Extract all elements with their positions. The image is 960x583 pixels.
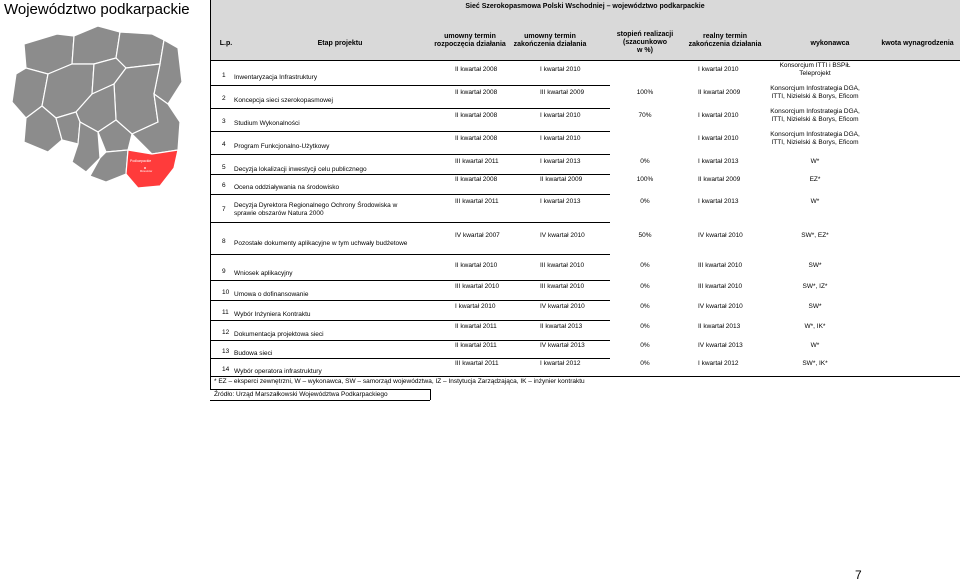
table-left-border <box>210 0 211 390</box>
row-number: 3 <box>222 118 226 125</box>
header-realny-line1: realny termin <box>703 33 747 40</box>
row-end: IV kwartał 2010 <box>540 303 585 310</box>
header-etap: Etap projektu <box>317 40 363 47</box>
row-wykonawca: SW* <box>808 262 822 269</box>
row-separator <box>210 154 610 155</box>
row-end: I kwartał 2013 <box>540 158 581 165</box>
row-stopien: 0% <box>640 198 650 205</box>
row-end: III kwartał 2010 <box>540 283 585 290</box>
row-separator <box>210 222 610 223</box>
row-realny: I kwartał 2012 <box>698 360 739 367</box>
row-start: II kwartał 2008 <box>455 135 498 142</box>
row-realny: IV kwartał 2010 <box>698 232 743 239</box>
header-stopien <box>610 31 680 55</box>
header-realny <box>680 33 770 49</box>
row-wykonawca: W* <box>810 198 820 205</box>
row-realny: II kwartał 2013 <box>698 323 741 330</box>
row-stopien: 0% <box>640 303 650 310</box>
region-warminsko-mazurskie <box>116 32 164 68</box>
row-number: 5 <box>222 164 226 171</box>
row-separator <box>210 194 610 195</box>
row-stopien: 50% <box>638 232 652 239</box>
row-etap: Pozostałe dokumenty aplikacyjne w tym uchwały budżetowe <box>234 240 408 247</box>
header-end-line2: zakończenia działania <box>513 41 587 48</box>
header-start <box>430 33 510 49</box>
row-realny: III kwartał 2010 <box>698 262 743 269</box>
row-realny: II kwartał 2009 <box>698 89 741 96</box>
row-end: IV kwartał 2013 <box>540 342 585 349</box>
row-number: 11 <box>222 309 229 316</box>
row-number: 1 <box>222 72 226 79</box>
row-etap: Decyzja lokalizacji inwestycji celu publicznego <box>234 166 367 173</box>
row-end: III kwartał 2009 <box>540 89 585 96</box>
header-end <box>510 33 590 49</box>
row-start: II kwartał 2008 <box>455 89 498 96</box>
row-end: II kwartał 2013 <box>540 323 583 330</box>
row-wykonawca: EZ* <box>809 176 821 183</box>
row-separator <box>210 340 610 341</box>
row-start: III kwartał 2011 <box>455 360 499 367</box>
row-etap: Dokumentacja projektowa sieci <box>234 331 324 338</box>
row-wykonawca: ITTI, Nizielski & Borys, Eficom <box>771 139 859 146</box>
row-start: II kwartał 2011 <box>455 323 497 330</box>
capital-dot <box>144 167 146 169</box>
row-wykonawca: ITTI, Nizielski & Borys, Eficom <box>771 93 859 100</box>
region-label: Podkarpackie <box>130 159 152 163</box>
header-stopien-line2: (szacunkowo <box>623 39 667 46</box>
row-start: II kwartał 2011 <box>455 342 497 349</box>
row-stopien: 0% <box>640 283 650 290</box>
row-number: 13 <box>222 348 230 355</box>
row-number: 8 <box>222 238 226 245</box>
row-etap: Ocena oddziaływania na środowisko <box>234 184 340 191</box>
row-etap: Program Funkcjonalno-Użytkowy <box>234 143 330 150</box>
row-separator <box>210 300 610 301</box>
row-etap: Budowa sieci <box>234 350 273 357</box>
row-realny: III kwartał 2010 <box>698 283 743 290</box>
row-end: IV kwartał 2010 <box>540 232 585 239</box>
row-stopien: 0% <box>640 342 650 349</box>
row-number: 2 <box>222 95 226 102</box>
row-start: I kwartał 2010 <box>455 303 496 310</box>
row-start: II kwartał 2008 <box>455 112 498 119</box>
row-realny: II kwartał 2009 <box>698 176 741 183</box>
row-start: III kwartał 2010 <box>455 283 500 290</box>
header-stopien-line3: w %) <box>637 47 653 54</box>
row-end: I kwartał 2010 <box>540 135 581 142</box>
row-number: 6 <box>222 182 226 189</box>
header-start-line2: rozpoczęcia działania <box>434 41 506 48</box>
row-end: III kwartał 2010 <box>540 262 585 269</box>
row-wykonawca: Konsorcjum ITTI i BSPiŁ <box>779 62 851 69</box>
row-etap: Studium Wykonalności <box>234 120 300 127</box>
row-separator <box>210 174 610 175</box>
row-etap: Wybór operatora infrastruktury <box>234 368 322 375</box>
row-realny: IV kwartał 2010 <box>698 303 743 310</box>
row-wykonawca: ITTI, Nizielski & Borys, Eficom <box>771 116 859 123</box>
row-start: II kwartał 2008 <box>455 176 498 183</box>
row-realny: I kwartał 2010 <box>698 135 739 142</box>
header-stopien-line1: stopień realizacji <box>616 31 674 38</box>
table-footnote: * EZ – eksperci zewnętrzni, W – wykonawca, SW – samorząd województwa, IZ – Instytucja Zarządzająca, IK – inżynier kontraktu <box>214 378 585 385</box>
row-start: IV kwartał 2007 <box>455 232 500 239</box>
table-title: Sieć Szerokopasmowa Polski Wschodniej – województwo podkarpackie <box>465 3 705 10</box>
row-etap: Decyzja Dyrektora Regionalnego Ochrony Środowiska w <box>234 202 398 209</box>
header-realny-line2: zakończenia działania <box>688 41 762 48</box>
row-wykonawca: SW*, IZ* <box>802 283 828 290</box>
footnote-top-border <box>210 376 960 377</box>
row-realny: IV kwartał 2013 <box>698 342 743 349</box>
row-wykonawca: W* <box>810 342 820 349</box>
row-wykonawca: W*, IK* <box>804 323 826 330</box>
row-wykonawca: Konsorcjum Infostrategia DGA, <box>770 108 860 115</box>
header-kwota: kwota wynagrodzenia <box>881 40 954 47</box>
row-etap: Wniosek aplikacyjny <box>234 270 293 277</box>
row-number: 7 <box>222 206 226 213</box>
row-wykonawca: SW*, EZ* <box>801 232 829 239</box>
row-etap: Wybór Inżyniera Kontraktu <box>234 311 311 318</box>
region-sublabel: Rzeszów <box>140 169 153 173</box>
row-stopien: 0% <box>640 360 650 367</box>
row-separator <box>210 280 610 281</box>
row-wykonawca: W* <box>810 158 820 165</box>
row-stopien: 0% <box>640 262 650 269</box>
slide-title: Województwo podkarpackie <box>4 1 190 18</box>
source-right-border <box>430 389 431 400</box>
row-separator <box>210 358 610 359</box>
row-wykonawca: Teleprojekt <box>799 70 831 77</box>
row-wykonawca: SW* <box>808 303 822 310</box>
header-wykonawca: wykonawca <box>810 40 850 47</box>
row-realny: I kwartał 2010 <box>698 112 739 119</box>
page-number: 7 <box>855 568 862 582</box>
source-bottom-border <box>210 400 430 401</box>
row-separator <box>210 131 610 132</box>
header-end-line1: umowny termin <box>524 33 576 40</box>
row-separator <box>210 254 610 255</box>
row-start: II kwartał 2008 <box>455 66 498 73</box>
row-wykonawca: Konsorcjum Infostrategia DGA, <box>770 85 860 92</box>
row-end: I kwartał 2013 <box>540 198 581 205</box>
header-bottom-border <box>210 60 960 61</box>
header-start-line1: umowny termin <box>444 33 496 40</box>
row-wykonawca: Konsorcjum Infostrategia DGA, <box>770 131 860 138</box>
row-stopien: 100% <box>636 89 654 96</box>
row-start: III kwartał 2011 <box>455 158 499 165</box>
row-number: 14 <box>222 366 230 373</box>
row-etap: Koncepcja sieci szerokopasmowej <box>234 97 333 104</box>
row-number: 4 <box>222 141 226 148</box>
row-etap: Inwentaryzacja Infrastruktury <box>234 74 318 81</box>
row-etap: sprawie obszarów Natura 2000 <box>234 210 324 217</box>
row-stopien: 70% <box>638 112 652 119</box>
row-number: 12 <box>222 329 230 336</box>
row-separator <box>210 108 610 109</box>
row-realny: I kwartał 2013 <box>698 158 739 165</box>
poland-map <box>2 22 188 194</box>
project-table <box>210 0 960 400</box>
row-end: I kwartał 2012 <box>540 360 581 367</box>
row-start: III kwartał 2011 <box>455 198 499 205</box>
source-note: Źródło: Urząd Marszałkowski Województwa Podkarpackiego <box>214 391 388 398</box>
row-number: 10 <box>222 289 230 296</box>
row-stopien: 0% <box>640 323 650 330</box>
row-start: II kwartał 2010 <box>455 262 498 269</box>
row-stopien: 100% <box>636 176 654 183</box>
row-end: I kwartał 2010 <box>540 112 581 119</box>
row-number: 9 <box>222 268 226 275</box>
row-etap: Umowa o dofinansowanie <box>234 291 309 298</box>
row-realny: I kwartał 2010 <box>698 66 739 73</box>
row-stopien: 0% <box>640 158 650 165</box>
source-top-border <box>210 389 430 390</box>
row-end: I kwartał 2010 <box>540 66 581 73</box>
row-separator <box>210 320 610 321</box>
row-wykonawca: SW*, IK* <box>802 360 828 367</box>
row-end: II kwartał 2009 <box>540 176 583 183</box>
header-lp: L.p. <box>219 40 233 47</box>
row-realny: I kwartał 2013 <box>698 198 739 205</box>
row-separator <box>210 85 610 86</box>
